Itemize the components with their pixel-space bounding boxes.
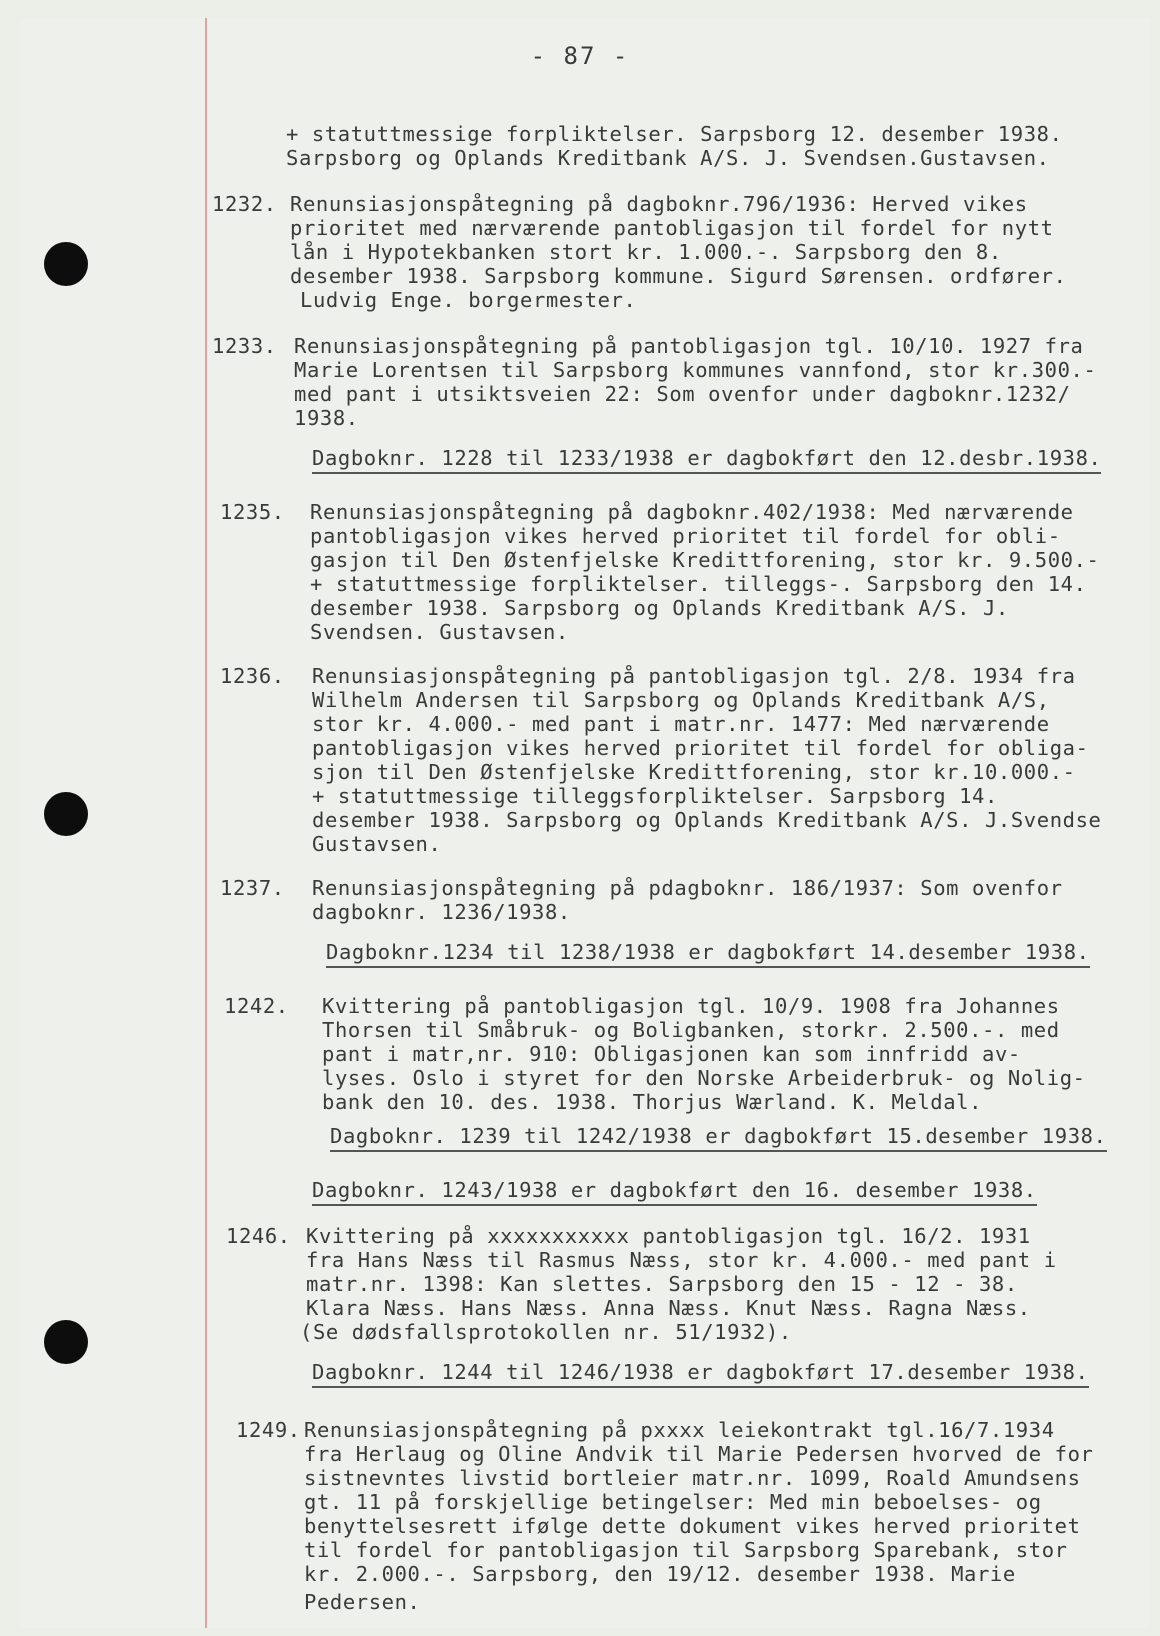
entry-number: 1242. [224, 994, 289, 1018]
text-line: benyttelsesrett ifølge dette dokument vikes herved prioritet [304, 1514, 1081, 1538]
text-line: med pant i utsiktsveien 22: Som ovenfor under dagboknr.1232/ [294, 382, 1071, 406]
ledger-line: Dagboknr. 1239 til 1242/1938 er dagbokført 15.desember 1938. [330, 1124, 1107, 1152]
text-line: kr. 2.000.-. Sarpsborg, den 19/12. desember 1938. Marie [304, 1562, 1016, 1586]
text-line: Thorsen til Småbruk- og Boligbanken, storkr. 2.500.-. med [322, 1018, 1060, 1042]
text-line: Svendsen. Gustavsen. [310, 620, 569, 644]
text-line: fra Hans Næss til Rasmus Næss, stor kr. 4.000.- med pant i [306, 1248, 1057, 1272]
text-line: matr.nr. 1398: Kan slettes. Sarpsborg den 15 - 12 - 38. [306, 1272, 1018, 1296]
entry-number: 1246. [226, 1224, 291, 1248]
entry-number: 1236. [220, 664, 285, 688]
text-line: Pedersen. [304, 1590, 421, 1614]
text-line: Renunsiasjonspåtegning på dagboknr.796/1936: Herved vikes [290, 192, 1028, 216]
binder-hole [44, 1320, 88, 1364]
text-line: pantobligasjon vikes herved prioritet til fordel for obliga- [312, 736, 1089, 760]
text-line: + statuttmessige forpliktelser. tilleggs-. Sarpsborg den 14. [310, 572, 1087, 596]
text-line: Klara Næss. Hans Næss. Anna Næss. Knut Næss. Ragna Næss. [306, 1296, 1031, 1320]
text-line: Kvittering på pantobligasjon tgl. 10/9. 1908 fra Johannes [322, 994, 1060, 1018]
text-line: desember 1938. Sarpsborg kommune. Sigurd Sørensen. ordfører. [290, 264, 1067, 288]
text-line: dagboknr. 1236/1938. [312, 900, 571, 924]
text-line: lyses. Oslo i styret for den Norske Arbeiderbruk- og Nolig- [322, 1066, 1086, 1090]
ledger-line: Dagboknr. 1244 til 1246/1938 er dagbokført 17.desember 1938. [312, 1360, 1089, 1388]
text-line: desember 1938. Sarpsborg og Oplands Kreditbank A/S. J.Svendse [312, 808, 1102, 832]
text-line: Marie Lorentsen til Sarpsborg kommunes vannfond, stor kr.300.- [294, 358, 1097, 382]
text-line: Renunsiasjonspåtegning på dagboknr.402/1938: Med nærværende [310, 500, 1074, 524]
text-line: + statuttmessige forpliktelser. Sarpsborg 12. desember 1938. [286, 122, 1063, 146]
text-line: sistnevntes livstid bortleier matr.nr. 1099, Roald Amundsens [304, 1466, 1081, 1490]
text-line: pant i matr,nr. 910: Obligasjonen kan som innfridd av- [322, 1042, 1021, 1066]
text-line: lån i Hypotekbanken stort kr. 1.000.-. Sarpsborg den 8. [290, 240, 1002, 264]
text-line: fra Herlaug og Oline Andvik til Marie Pedersen hvorved de for [304, 1442, 1094, 1466]
text-line: pantobligasjon vikes herved prioritet til fordel for obli- [310, 524, 1061, 548]
text-line: Renunsiasjonspåtegning på pantobligasjon tgl. 10/10. 1927 fra [294, 334, 1084, 358]
text-line: prioritet med nærværende pantobligasjon til fordel for nytt [290, 216, 1054, 240]
text-line: Ludvig Enge. borgermester. [300, 288, 637, 312]
text-line: Kvittering på xxxxxxxxxxx pantobligasjon tgl. 16/2. 1931 [306, 1224, 1031, 1248]
text-line: gasjon til Den Østenfjelske Kredittforening, stor kr. 9.500.- [310, 548, 1100, 572]
text-line: til fordel for pantobligasjon til Sarpsborg Sparebank, stor [304, 1538, 1068, 1562]
entry-number: 1237. [220, 876, 285, 900]
entry-number: 1235. [220, 500, 285, 524]
binder-hole [44, 242, 88, 286]
text-line: Renunsiasjonspåtegning på pantobligasjon tgl. 2/8. 1934 fra [312, 664, 1076, 688]
margin-line [205, 18, 207, 1628]
binder-hole [44, 792, 88, 836]
text-line: Renunsiasjonspåtegning på pdagboknr. 186/1937: Som ovenfor [312, 876, 1063, 900]
text-line: Renunsiasjonspåtegning på pxxxx leiekontrakt tgl.16/7.1934 [304, 1418, 1055, 1442]
entry-number: 1232. [212, 192, 277, 216]
text-line: (Se dødsfallsprotokollen nr. 51/1932). [300, 1320, 792, 1344]
text-line: 1938. [294, 406, 359, 430]
text-line: Wilhelm Andersen til Sarpsborg og Oplands Kreditbank A/S, [312, 688, 1050, 712]
page-number: - 87 - [530, 42, 630, 70]
text-line: desember 1938. Sarpsborg og Oplands Kreditbank A/S. J. [310, 596, 1009, 620]
text-line: sjon til Den Østenfjelske Kredittforening, stor kr.10.000.- [312, 760, 1076, 784]
text-line: Sarpsborg og Oplands Kreditbank A/S. J. Svendsen.Gustavsen. [286, 146, 1050, 170]
entry-number: 1233. [212, 334, 277, 358]
text-line: + statuttmessige tilleggsforpliktelser. Sarpsborg 14. [312, 784, 998, 808]
ledger-line: Dagboknr. 1243/1938 er dagbokført den 16. desember 1938. [312, 1178, 1037, 1206]
ledger-line: Dagboknr. 1228 til 1233/1938 er dagbokført den 12.desbr.1938. [312, 446, 1101, 474]
ledger-line: Dagboknr.1234 til 1238/1938 er dagbokført 14.desember 1938. [326, 940, 1090, 968]
text-line: bank den 10. des. 1938. Thorjus Wærland. K. Meldal. [322, 1090, 983, 1114]
text-line: Gustavsen. [312, 832, 442, 856]
text-line: stor kr. 4.000.- med pant i matr.nr. 1477: Med nærværende [312, 712, 1050, 736]
text-line: gt. 11 på forskjellige betingelser: Med min beboelses- og [304, 1490, 1042, 1514]
entry-number: 1249. [236, 1418, 301, 1442]
